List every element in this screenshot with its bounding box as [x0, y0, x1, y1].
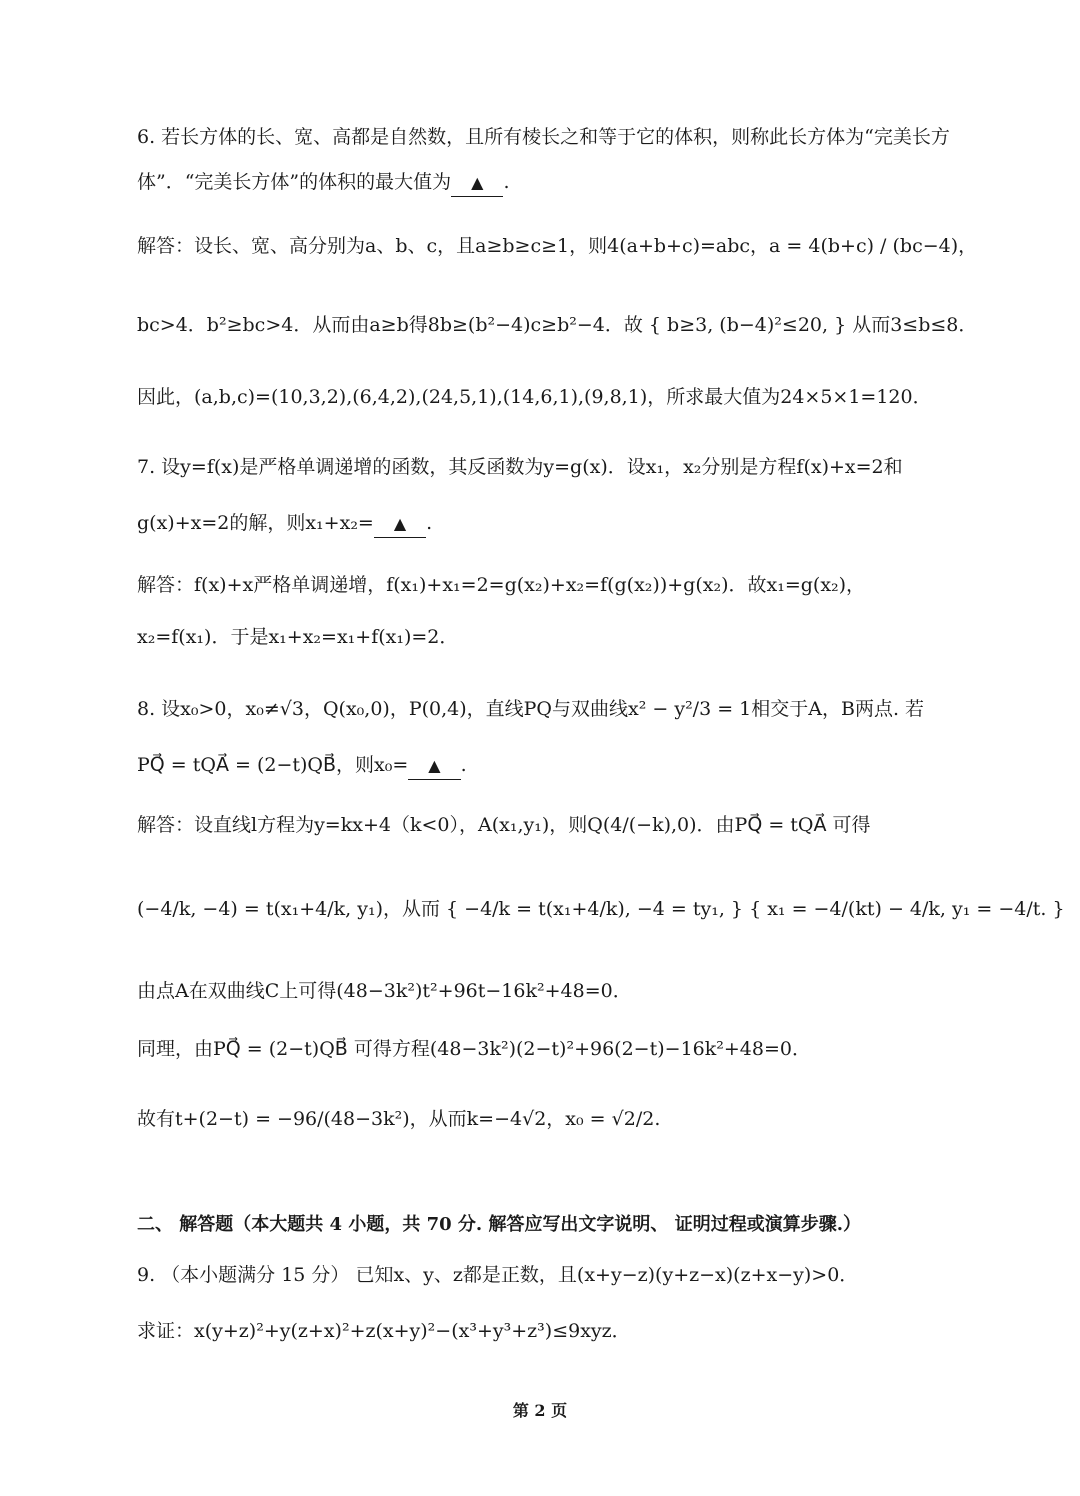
question-9-line-1: 9. （本小题满分 15 分） 已知x、y、z都是正数，且(x+y−z)(y+z−x)(z+x−y)>0．	[137, 1264, 859, 1286]
question-7-text: g(x)+x=2的解，则x₁+x₂=	[137, 512, 374, 534]
solution-8-line-5: 故有t+(2−t) = −96/(48−3k²)，从而k=−4√2，x₀ = √2/2.	[137, 1108, 661, 1130]
answer-blank	[408, 752, 460, 780]
triangle-icon: ▲	[428, 756, 441, 775]
page-number: 第 2 页	[512, 1401, 568, 1420]
question-7-line-2	[137, 510, 1000, 538]
question-8-text: PQ⃗ = tQA⃗ = (2−t)QB⃗，则x₀=	[137, 754, 409, 776]
solution-6-line-3: 因此，(a,b,c)=(10,3,2),(6,4,2),(24,5,1),(14,6,1),(9,8,1)，所求最大值为24×5×1=120．	[137, 386, 932, 408]
question-7-line-1: 7. 设y=f(x)是严格单调递增的函数，其反函数为y=g(x)．设x₁，x₂分别是方程f(x)+x=2和	[137, 456, 903, 478]
period: .	[426, 512, 433, 534]
solution-7-line-1: 解答：f(x)+x严格单调递增，f(x₁)+x₁=2=g(x₂)+x₂=f(g(x₂))+g(x₂)．故x₁=g(x₂)，	[137, 574, 866, 596]
question-6-line-2	[137, 169, 1000, 197]
period: .	[460, 754, 467, 776]
answer-blank	[451, 169, 503, 197]
solution-8-line-4: 同理，由PQ⃗ = (2−t)QB⃗ 可得方程(48−3k²)(2−t)²+96(2−t)−16k²+48=0．	[137, 1038, 811, 1060]
question-9-line-2: 求证：x(y+z)²+y(z+x)²+z(x+y)²−(x³+y³+z³)≤9xyz．	[137, 1320, 631, 1342]
question-8-line-2	[137, 752, 1000, 780]
triangle-icon: ▲	[471, 173, 484, 192]
answer-blank	[374, 510, 426, 538]
solution-8-line-1: 解答：设直线l方程为y=kx+4（k<0），A(x₁,y₁)，则Q(4/(−k),0)．由PQ⃗ = tQA⃗ 可得	[137, 814, 871, 836]
solution-8-line-2: (−4/k, −4) = t(x₁+4/k, y₁)，从而 { −4/k = t(x₁+4/k), −4 = ty₁, } { x₁ = −4/(kt) − 4/k, y₁ = −4/t. }	[137, 898, 1065, 920]
triangle-icon: ▲	[393, 514, 407, 533]
period: .	[503, 171, 510, 193]
solution-7-line-2: x₂=f(x₁)．于是x₁+x₂=x₁+f(x₁)=2．	[137, 626, 459, 648]
solution-6-line-2: bc>4．b²≥bc>4．从而由a≥b得8b≥(b²−4)c≥b²−4．故 { b≥3, (b−4)²≤20, } 从而3≤b≤8．	[137, 314, 978, 336]
question-8-line-1: 8. 设x₀>0，x₀≠√3，Q(x₀,0)，P(0,4)，直线PQ与双曲线x² − y²/3 = 1相交于A，B两点. 若	[137, 698, 925, 720]
question-6-text: 体”．“完美长方体”的体积的最大值为	[137, 171, 452, 193]
section-2-heading: 二、 解答题（本大题共 4 小题，共 70 分. 解答应写出文字说明、 证明过程或演算步骤.）	[137, 1214, 861, 1235]
question-6-line-1: 6. 若长方体的长、宽、高都是自然数，且所有棱长之和等于它的体积，则称此长方体为“完美长方	[137, 126, 950, 148]
solution-8-line-3: 由点A在双曲线C上可得(48−3k²)t²+96t−16k²+48=0．	[137, 980, 632, 1002]
solution-6-line-1: 解答：设长、宽、高分别为a、b、c，且a≥b≥c≥1，则4(a+b+c)=abc，a = 4(b+c) / (bc−4)，	[137, 235, 978, 257]
